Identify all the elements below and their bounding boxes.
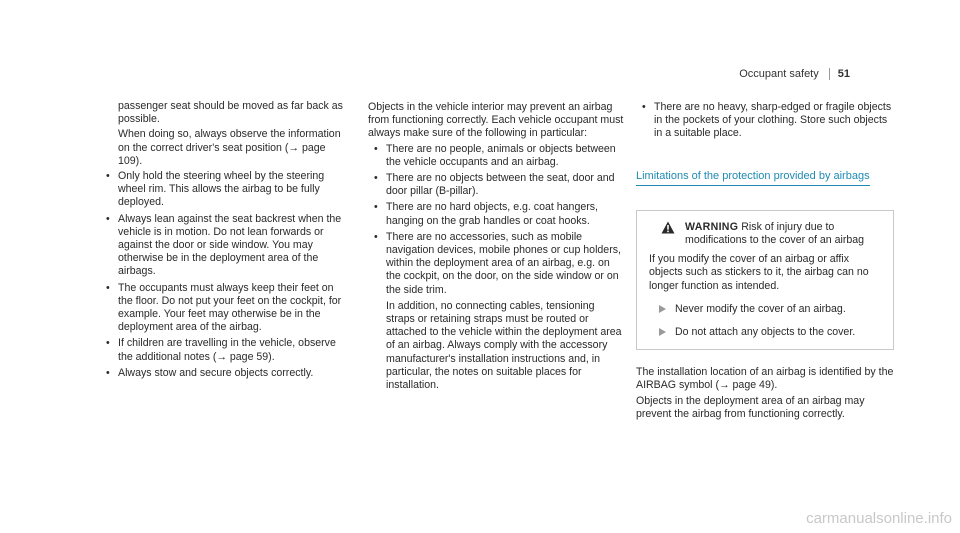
seat-position-note: When doing so, always observe the information on the correct driver's seat position (→ page 109).: [118, 128, 341, 167]
header-title: Occupant safety: [739, 68, 819, 80]
list-item: • Always stow and secure objects correctly.: [100, 367, 350, 380]
list-item: • Always lean against the seat backrest when the vehicle is in motion. Do not lean forwards or against the door or side window. You may otherwise be in the deployment area of the airbags.: [100, 213, 350, 279]
column-2: [368, 101, 626, 394]
warning-header: [649, 221, 879, 247]
cables-paragraph: In addition, no connecting cables, tensioning straps or retaining straps must be routed or attached to the vehicle within the deployment area of an airbag. Always comply with the accessory manufacturer's installation instructions and, in particular, the notes on suitable places for installation.: [386, 299, 622, 392]
warning-box: [636, 210, 894, 350]
list-item: • There are no objects between the seat, door and door pillar (B-pillar).: [368, 172, 626, 198]
continued-text: passenger seat should be moved as far back as possible.: [118, 100, 343, 126]
warning-step: Do not attach any objects to the cover.: [649, 326, 879, 339]
watermark: carmanualsonline.info: [806, 510, 952, 527]
col2-bullet-list: [368, 143, 626, 297]
warning-title: Risk of injury due to modifications to the cover of an airbag: [685, 220, 865, 247]
page-header: [739, 68, 850, 80]
list-item: • The occupants must always keep their feet on the floor. Do not put your feet on the cockpit, for example. Your feet may otherwise be in the deployment area of the airbag.: [100, 282, 350, 335]
installation-paragraph: The installation location of an airbag is identified by the AIRBAG symbol (→ page 49).: [636, 366, 894, 392]
section-title: Limitations of the protection provided by airbags: [636, 170, 870, 186]
warning-icon: [661, 221, 675, 234]
page-number: 51: [829, 68, 850, 80]
list-item: • There are no accessories, such as mobile navigation devices, mobile phones or cup holders, within the deployment area of an airbag, e.g. on the cockpit, on the door, on the side window or on the side trim.: [368, 231, 626, 297]
warning-label: WARNING: [685, 220, 739, 233]
col3-bullet-list: [636, 101, 894, 141]
intro-paragraph: Objects in the vehicle interior may prevent an airbag from functioning correctly. Each vehicle occupant must always make sure of the following in particular:: [368, 101, 624, 140]
list-item: • There are no heavy, sharp-edged or fragile objects in the pockets of your clothing. Store such objects in a suitable place.: [636, 101, 894, 141]
col1-bullet-list: [100, 170, 350, 380]
warning-body: If you modify the cover of an airbag or affix objects such as stickers to it, the airbag can no longer function as intended.: [649, 253, 869, 292]
list-item: • There are no hard objects, e.g. coat hangers, hanging on the grab handles or coat hooks.: [368, 201, 626, 227]
column-3: [636, 101, 894, 423]
list-item: • Only hold the steering wheel by the steering wheel rim. This allows the airbag to be fully deployed.: [100, 170, 350, 210]
list-item: • If children are travelling in the vehicle, observe the additional notes (→ page 59).: [100, 337, 350, 363]
deployment-paragraph: Objects in the deployment area of an airbag may prevent the airbag from functioning correctly.: [636, 394, 865, 420]
list-item: • There are no people, animals or objects between the vehicle occupants and an airbag.: [368, 143, 626, 169]
warning-step: Never modify the cover of an airbag.: [649, 303, 879, 316]
column-1: [100, 100, 350, 383]
